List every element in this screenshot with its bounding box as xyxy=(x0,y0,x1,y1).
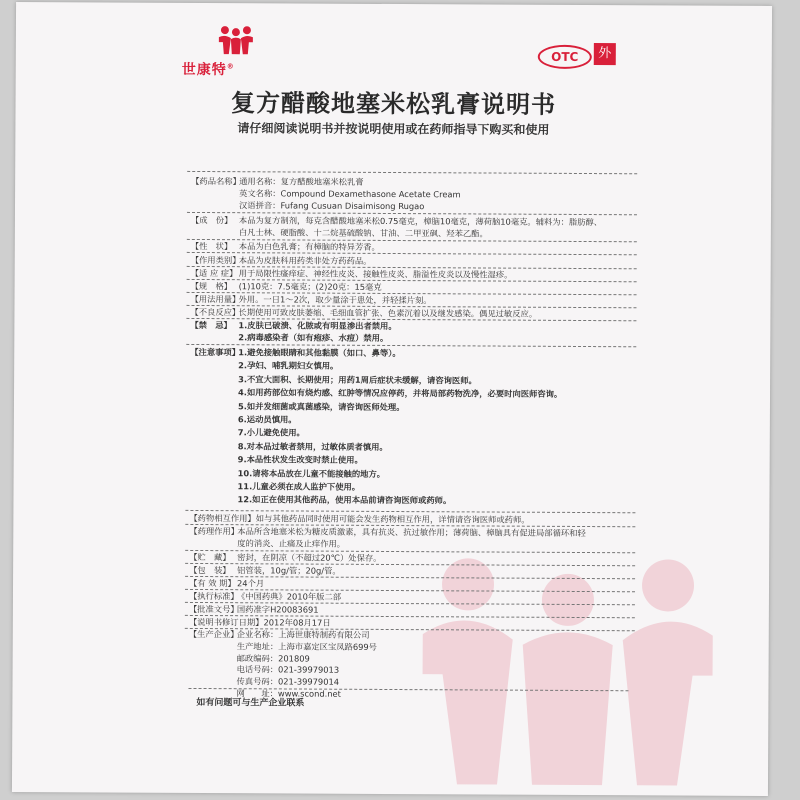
external-use-badge: 外 xyxy=(594,43,616,65)
section-name: 【药品名称】通用名称：复方醋酸地塞米松乳膏 英文名称：Compound Dexamethasone Acetate Cream 汉语拼音：Fufang Cusuan Disaimisong Rugao xyxy=(191,175,461,212)
section-character: 【性 状】 本品为白色乳膏；有樟脑的特异芳香。 xyxy=(190,240,380,252)
section-standard: 【执行标准】《中国药典》2010年版二部 xyxy=(188,590,342,602)
section-contraindication: 【禁 忌】 1.皮肤已破溃、化脓或有明显渗出者禁用。 2.病毒感染者（如有疱疹、水痘）禁用。 xyxy=(190,319,397,343)
section-indication: 【适 应 症】用于局限性瘙痒症、神经性皮炎、接触性皮炎、脂溢性皮炎以及慢性湿疹。 xyxy=(190,267,513,280)
leaflet-sheet xyxy=(12,2,772,796)
section-category: 【作用类别】本品为皮肤科用药类非处方药药品。 xyxy=(190,254,372,266)
section-validity: 【有 效 期】24个月 xyxy=(189,577,265,589)
document-subtitle: 请仔细阅读说明书并按说明使用或在药师指导下购买和使用 xyxy=(237,121,550,137)
section-composition: 【成 份】 本品为复方制剂，每克含醋酸地塞米松0.75毫克，樟脑10毫克，薄荷脑10毫克。辅料为：脂肪醇、 白凡士林、硬脂酸、十二烷基硫酸钠、甘油、二甲亚砜、羟苯乙酯。 xyxy=(190,214,603,239)
section-storage: 【贮 藏】 密封，在阴凉（不超过20℃）处保存。 xyxy=(189,551,382,563)
document-title: 复方醋酸地塞米松乳膏说明书 xyxy=(230,89,557,119)
section-approval: 【批准文号】国药准字H20083691 xyxy=(188,603,319,615)
section-spec: 【规 格】 (1)10克：7.5毫克；(2)20克：15毫克 xyxy=(190,280,382,292)
section-company: 【生产企业】企业名称：上海世康特制药有限公司 生产地址：上海市嘉定区宝凤路699号 邮政编码：201809 电话号码：021-39979013 传真号码：021-39979014 网 址：www.scond.net xyxy=(188,628,378,699)
divider xyxy=(187,171,637,174)
section-pharmacology: 【药理作用】本品所含地塞米松为糖皮质激素，具有抗炎、抗过敏作用；薄荷脑、樟脑具有促进局部循环和轻 度的消炎、止痛及止痒作用。 xyxy=(189,525,586,549)
section-usage: 【用法用量】外用。一日1～2次，取少量涂于患处，并轻揉片刻。 xyxy=(190,293,432,306)
section-adverse: 【不良反应】长期使用可致皮肤萎缩、毛细血管扩张、色素沉着以及继发感染。偶见过敏反应。 xyxy=(190,306,538,319)
section-interaction: 【药物相互作用】如与其他药品同时使用可能会发生药物相互作用，详情请咨询医师或药师。 xyxy=(189,512,530,525)
brand-name: 世康特® xyxy=(181,61,235,79)
otc-badge: OTC xyxy=(538,45,592,69)
family-logo-icon xyxy=(218,25,254,55)
section-revision: 【说明书修订日期】2012年08月17日 xyxy=(188,616,331,628)
footer-note: 如有问题可与生产企业联系 xyxy=(196,697,305,709)
section-package: 【包 装】 铝管装，10g/管；20g/管。 xyxy=(189,564,341,576)
section-caution: 【注意事项】1.避免接触眼睛和其他黏膜（如口、鼻等）。 2.孕妇、哺乳期妇女慎用。 3.不宜大面积、长期使用；用药1周后症状未缓解，请咨询医师。 4.如用药部位如有烧灼感、红肿等情况应停药，并将局部药物洗净，必要时向医师咨询。 5.如并发细菌或真菌感染，请咨询医师处理。 6.运动员慎用。 7.小儿避免使用。 8.对本品过敏者禁用，过敏体质者慎用。 9.本品性状发生改变时禁止使用。 10.请将本品放在儿童不能接触的地方。 11.儿童必须在成人监护下使用。 12.如正在使用其他药品，使用本品前请咨询医师或药师。 xyxy=(190,346,563,506)
